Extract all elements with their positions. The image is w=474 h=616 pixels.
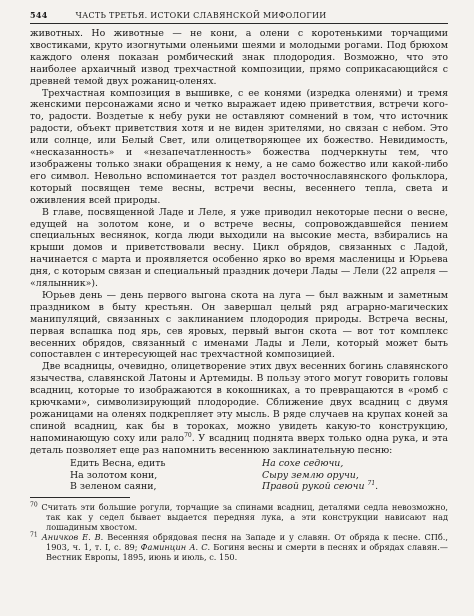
footnote-number: 71 [30, 531, 38, 539]
footnote-ref-70[interactable]: 70 [184, 431, 192, 439]
verse-line: На золотом кони, [70, 469, 158, 481]
verse-line: В зеленом саяни, [70, 481, 157, 493]
running-head [30, 10, 448, 24]
paragraph-2: Трехчастная композиция в вышивке, с ее конями (изредка оленями) и тремя женскими персонажами ясно и четко выражает идею приветствия, встречи кого-то, радости. Воздетые к небу руки не оставляют сомнений в том, что источник радости, объект приветствия хотя и не виден зрителями, но связан с небом. Это или солнце, или Белый Свет, или олицетворяющее их божество. Невидимость, «несказанность» и «незапечатленность» божества подчеркнуты тем, что изображены только знаки обращения к нему, а не само божество или какой-либо его символ. Невольно вспоминается тот раздел восточнославянского фольклора, который посвящен теме весны, встречи весны, весеннего тепла, света и оживления всей природы. [30, 87, 448, 206]
paragraph-5 [30, 361, 448, 456]
paragraph-1: животных. Но животные — не кони, а олени с коротенькими торчащими хвостиками, круто изогнутыми оленьими шеями и молодыми рогами. Под брюхом каждого оленя показан ромбический знак плодородия. Возможно, что это наиболее архаичный извод трехчастной композиции, прямо соприкасающийся с древней темой двух рожаниц-оленях. [30, 28, 448, 87]
footnote-text: Весенняя обрядовая песня на Западе и у славян. От обряда к песне. СПб., 1903, ч. 1, т. I, с. 89; [46, 532, 448, 553]
footnote-70 [30, 502, 448, 532]
verse-line: На сохе седючи, [262, 457, 344, 469]
paragraph-5-cont: У всадниц поднята вверх только одна рука, и эта деталь позволяет еще раз напомнить весеннюю заклинательную песню: [30, 432, 449, 456]
footnote-author: Аничков Е. В. [41, 532, 104, 543]
paragraph-5-text: Две всадницы, очевидно, олицетворение этих двух весенних богинь славянского язычества, славянской Латоны и Артемиды. В пользу этого могут говорить головы всадниц, которые то изображаются в кокошниках, а то превращаются в «ромб с крючками», символизирующий плодородие. Сближение двух всадниц с двумя рожаницами на оленях подкрепляет эту мысль. В ряде случаев на крупах коней за спиной всадниц, как бы в тороках, можно увидеть какую-то конструкцию, напоминающую соху или рало [30, 361, 448, 444]
footnote-ref-71[interactable]: 71 [367, 480, 376, 488]
verse-line-text: Правой рукой сеючи [262, 481, 365, 493]
running-head-title: ЧАСТЬ ТРЕТЬЯ. ИСТОКИ СЛАВЯНСКОЙ МИФОЛОГИИ [75, 11, 327, 20]
paragraph-3: В главе, посвященной Ладе и Леле, я уже приводил некоторые песни о весне, едущей на золотом коне, и о встрече весны, сопровождавшейся пением специальных веснянок, когда люди выходили на высокие места, взбирались на крыши домов и приветствовали весну. Цикл обрядов, связанных с Ладой, начинается с марта и проявляется особенно ярко во время масленицы и Юрьева дня, с которым связан и специальный праздник дочери Лады — Лели (22 апреля — «лялынник»). [30, 206, 448, 290]
footnote-number: 70 [30, 501, 38, 509]
paragraph-4: Юрьев день — день первого выгона скота на луга — был важным и заметным праздником в быту крестьян. Он завершал целый ряд аграрно-магических манипуляций, связанных с заклинанием плодородия природы. Встреча весны, первая вспашка под ярь, сев яровых, первый выгон скота — вот тот комплекс весенних обрядов, связанный с именами Лады и Лели, который может быть сопоставлен с интересующей нас трехчастной композицией. [30, 289, 448, 361]
paragraph-5-period: . [191, 432, 195, 444]
page-number: 544 [30, 10, 48, 20]
verse-right-column [262, 458, 412, 494]
verse-line [262, 481, 412, 493]
verse-left-column [70, 458, 220, 494]
footnote-divider [30, 497, 130, 498]
footnote-71 [30, 532, 448, 562]
verse-block [70, 458, 448, 494]
verse-line: Сыру землю оручи, [262, 469, 359, 481]
footnote-text: Богиня весны и смерти в песнях и обрядах славян.— Вестник Европы, 1895, июнь и июль, с. 150. [46, 542, 448, 563]
verse-period: . [375, 481, 379, 493]
footnote-author: Фаминцин А. С. [140, 542, 211, 553]
footnote-text: Считать эти большие рогули, торчащие за спинами всадниц, деталями седла невозможно, так как у седел бывает выдается передняя лука, а эти конструкции нависают над лошадиным хвостом. [41, 502, 448, 533]
verse-line: Едить Весна, едить [70, 457, 166, 469]
